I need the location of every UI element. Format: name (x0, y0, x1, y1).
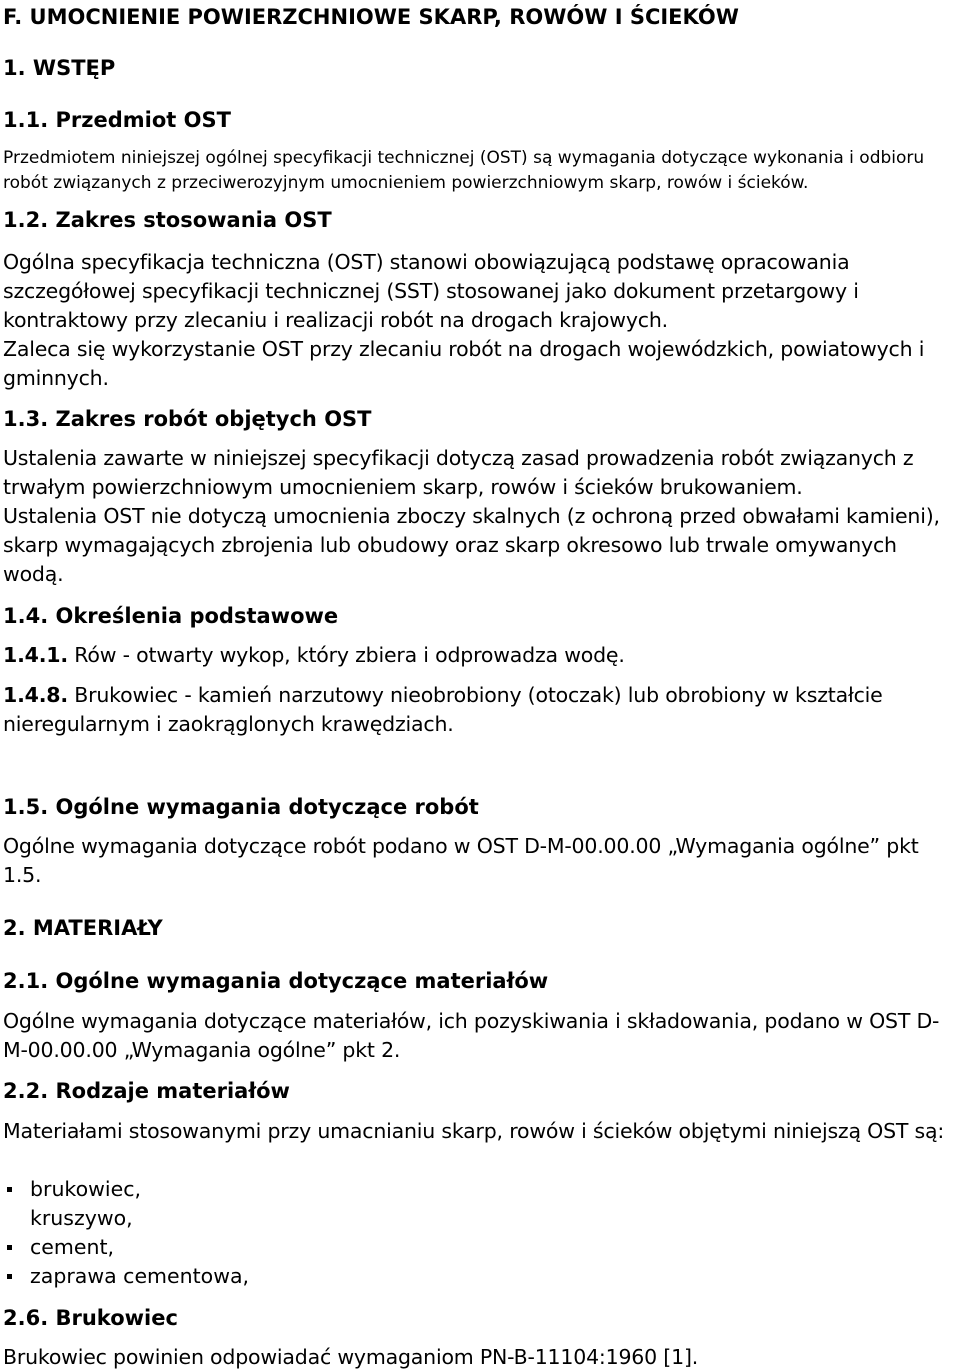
section-2-1-text: Ogólne wymagania dotyczące materiałów, ich pozyskiwania i składowania, podano w OST D-M-00.00.00 „Wymagania ogólne” pkt 2. (3, 1009, 940, 1062)
list-item (3, 1204, 956, 1233)
list-item-text: kruszywo, (30, 1206, 133, 1230)
materials-list (3, 1175, 956, 1291)
section-1-2-heading: 1.2. Zakres stosowania OST (3, 208, 332, 232)
list-item-text: zaprawa cementowa, (30, 1264, 250, 1288)
section-1-1-text: Przedmiotem niniejszej ogólnej specyfikacji technicznej (OST) są wymagania dotyczące wykonania i odbioru robót związanych z przeciwerozyjnym umocnieniem powierzchniowym skarp, rowów i ścieków. (3, 148, 925, 193)
section-2-2-text: Materiałami stosowanymi przy umacnianiu skarp, rowów i ścieków objętymi niniejszą OST są: (3, 1119, 945, 1143)
definition-number: 1.4.8. (3, 683, 68, 707)
section-1-3-heading: 1.3. Zakres robót objętych OST (3, 407, 372, 431)
section-2-heading: 2. MATERIAŁY (3, 916, 163, 940)
section-1-3-paragraph-2: Ustalenia OST nie dotyczą umocnienia zboczy skalnych (z ochroną przed obwałami kamieni), skarp wymagających zbrojenia lub obudowy oraz skarp okresowo lub trwale omywanych wodą. (3, 504, 940, 586)
section-1-2-paragraph-2: Zaleca się wykorzystanie OST przy zlecaniu robót na drogach wojewódzkich, powiatowych i gminnych. (3, 337, 925, 390)
list-item-text: cement, (30, 1235, 115, 1259)
list-item (3, 1262, 956, 1291)
section-1-5-text: Ogólne wymagania dotyczące robót podano w OST D-M-00.00.00 „Wymagania ogólne” pkt 1.5. (3, 834, 919, 887)
list-item (3, 1233, 956, 1262)
section-2-1-heading: 2.1. Ogólne wymagania dotyczące materiałów (3, 969, 549, 993)
section-1-3-paragraph-1: Ustalenia zawarte w niniejszej specyfikacji dotyczą zasad prowadzenia robót związanych z trwałym powierzchniowym umocnieniem skarp, rowów i ścieków brukowaniem. (3, 446, 914, 499)
definition-brukowiec (3, 681, 956, 739)
section-2-2-heading: 2.2. Rodzaje materiałów (3, 1079, 290, 1103)
section-2-6-heading: 2.6. Brukowiec (3, 1306, 178, 1330)
definition-text: Brukowiec - kamień narzutowy nieobrobiony (otoczak) lub obrobiony w kształcie nieregularnym i zaokrąglonych krawędziach. (3, 683, 883, 736)
section-1-2-paragraph-1: Ogólna specyfikacja techniczna (OST) stanowi obowiązującą podstawę opracowania szczegółowej specyfikacji technicznej (SST) stosowanej jako dokument przetargowy i kontraktowy przy zlecaniu i realizacji robót na drogach krajowych. (3, 250, 859, 332)
section-1-1-heading: 1.1. Przedmiot OST (3, 108, 231, 132)
document-title: F. UMOCNIENIE POWIERZCHNIOWE SKARP, ROWÓW I ŚCIEKÓW (3, 5, 739, 29)
section-1-5-heading: 1.5. Ogólne wymagania dotyczące robót (3, 795, 479, 819)
definition-text: Rów - otwarty wykop, który zbiera i odprowadza wodę. (67, 643, 625, 667)
definition-number: 1.4.1. (3, 643, 68, 667)
section-1-4-heading: 1.4. Określenia podstawowe (3, 604, 339, 628)
list-item-text: brukowiec, (30, 1177, 141, 1201)
bullet-icon (7, 1187, 12, 1192)
section-2-6-text: Brukowiec powinien odpowiadać wymaganiom PN-B-11104:1960 [1]. (3, 1345, 699, 1369)
bullet-icon (7, 1245, 12, 1250)
bullet-icon (7, 1274, 12, 1279)
list-item (3, 1175, 956, 1204)
definition-row (3, 641, 956, 670)
section-1-heading: 1. WSTĘP (3, 56, 116, 80)
